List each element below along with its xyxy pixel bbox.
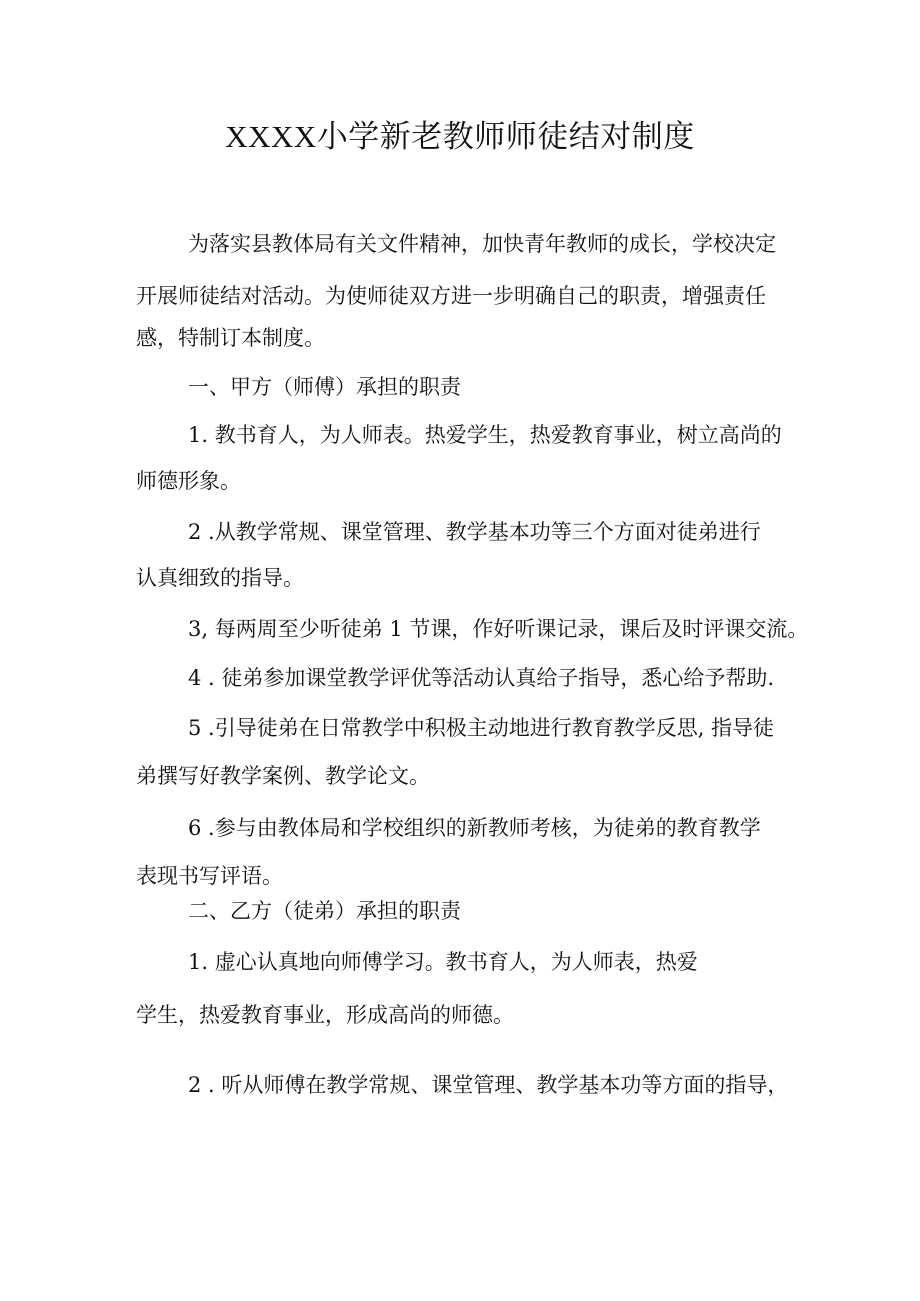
list-item-line: 1. 教书育人，为人师表。热爱学生，热爱教育事业，树立高尚的 bbox=[188, 423, 782, 447]
section-heading: 二、乙方（徒弟）承担的职责 bbox=[188, 899, 461, 923]
list-item-line: 弟撰写好教学案例、教学论文。 bbox=[136, 764, 430, 788]
list-item-line: 认真细致的指导。 bbox=[136, 566, 304, 590]
document-title: XXXX小学新老教师师徒结对制度 bbox=[225, 119, 695, 154]
list-item-line: 1. 虚心认真地向师傅学习。教书育人，为人师表，热爱 bbox=[188, 950, 698, 974]
intro-line-2: 开展师徒结对活动。为使师徒双方进一步明确自己的职责，增强责任 bbox=[136, 284, 766, 308]
list-item-line: 2 . 听从师傅在教学常规、课堂管理、教学基本功等方面的指导， bbox=[188, 1073, 789, 1097]
list-item-line: 师德形象。 bbox=[136, 469, 241, 493]
intro-line-3: 感，特制订本制度。 bbox=[136, 326, 325, 350]
list-item-line: 学生，热爱教育事业，形成高尚的师德。 bbox=[136, 1003, 514, 1027]
list-item-line: 表现书写评语。 bbox=[136, 864, 283, 888]
list-item-line: 2 .从教学常规、课堂管理、教学基本功等三个方面对徒弟进行 bbox=[188, 520, 761, 544]
list-item-line: 3, 每两周至少听徒弟 1 节课，作好听课记录，课后及时评课交流。 bbox=[188, 617, 808, 641]
list-item-line: 5 .引导徒弟在日常教学中积极主动地进行教育教学反思, 指导徒 bbox=[188, 716, 775, 740]
list-item-line: 4 . 徒弟参加课堂教学评优等活动认真给子指导，悉心给予帮助. bbox=[188, 666, 775, 690]
section-heading: 一、甲方（师傅）承担的职责 bbox=[188, 375, 461, 399]
intro-line-1: 为落实县教体局有关文件精神，加快青年教师的成长，学校决定 bbox=[188, 232, 776, 256]
list-item-line: 6 .参与由教体局和学校组织的新教师考核，为徒弟的教育教学 bbox=[188, 816, 761, 840]
